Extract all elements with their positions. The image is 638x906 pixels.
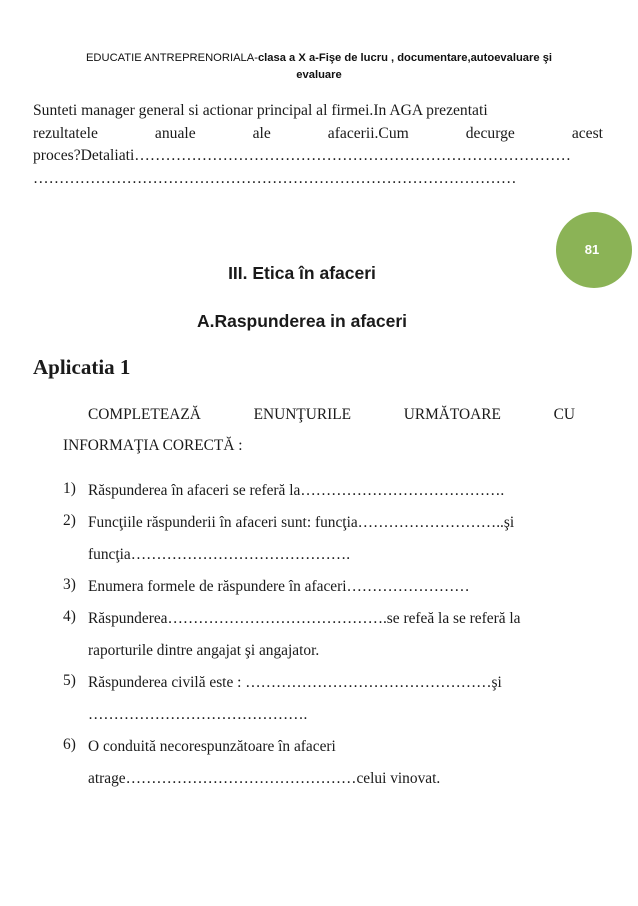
header-subject: EDUCATIE ANTREPRENORIALA- xyxy=(85,52,258,64)
instruction-word: COMPLETEAZĂ xyxy=(88,406,201,423)
page-number: 81 xyxy=(584,241,600,257)
intro-question xyxy=(33,100,603,190)
application-title: Aplicatia 1 xyxy=(33,355,131,379)
section-title: III. Etica în afaceri xyxy=(228,263,376,283)
document-header xyxy=(36,50,602,84)
item-text: Enumera formele de răspundere în afaceri…………………… xyxy=(88,578,470,595)
item-number: 2) xyxy=(63,512,76,529)
exercise-list xyxy=(63,480,583,800)
item-text: O conduită necorespunzătoare în afaceri xyxy=(88,738,336,755)
exercise-item xyxy=(63,480,583,512)
item-text: Răspunderea civilă este : …………………………………………şi xyxy=(88,674,502,691)
item-text: Răspunderea în afaceri se referă la…………………………………. xyxy=(88,482,505,499)
instruction-line-1 xyxy=(63,399,575,430)
instruction-word: CU xyxy=(553,406,575,423)
intro-line-1: Sunteti manager general si actionar principal al firmei.In AGA prezentati xyxy=(33,102,488,119)
instruction-word: ENUNŢURILE xyxy=(253,406,352,423)
item-text: raporturile dintre angajat şi angajator. xyxy=(88,642,320,659)
exercise-item xyxy=(63,608,583,672)
instruction xyxy=(63,399,575,461)
exercise-item xyxy=(63,576,583,608)
instruction-word: URMĂTOARE xyxy=(403,406,501,423)
item-text: ……………………………………. xyxy=(88,706,308,723)
exercise-item xyxy=(63,672,583,736)
item-text: atrage………………………………………celui vinovat. xyxy=(88,770,441,787)
subsection-title: A.Raspunderea in afaceri xyxy=(196,311,408,331)
exercise-item xyxy=(63,512,583,576)
intro-line-3: proces?Detaliati………………………………………………………………………… xyxy=(33,147,571,164)
item-text: Răspunderea…………………………………….se refeă la se referă la xyxy=(88,610,521,627)
header-description: clasa a X a-Fişe de lucru , documentare,autoevaluare şi xyxy=(257,52,553,64)
item-text: Funcţiile răspunderii în afaceri sunt: funcţia………………………..şi xyxy=(88,514,515,531)
item-number: 6) xyxy=(63,736,76,753)
item-text: funcţia……………………………………. xyxy=(88,546,351,563)
item-number: 5) xyxy=(63,672,76,689)
exercise-item xyxy=(63,736,583,800)
item-number: 1) xyxy=(63,480,76,497)
intro-line-2: rezultatele anuale ale afacerii.Cum decurge acest xyxy=(33,124,603,142)
item-number: 4) xyxy=(63,608,76,625)
header-line-2: evaluare xyxy=(296,69,342,81)
item-number: 3) xyxy=(63,576,76,593)
intro-line-4: ………………………………………………………………………………… xyxy=(33,169,517,187)
header-line-1 xyxy=(36,50,602,67)
instruction-line-2: INFORMAŢIA CORECTĂ : xyxy=(63,437,243,454)
